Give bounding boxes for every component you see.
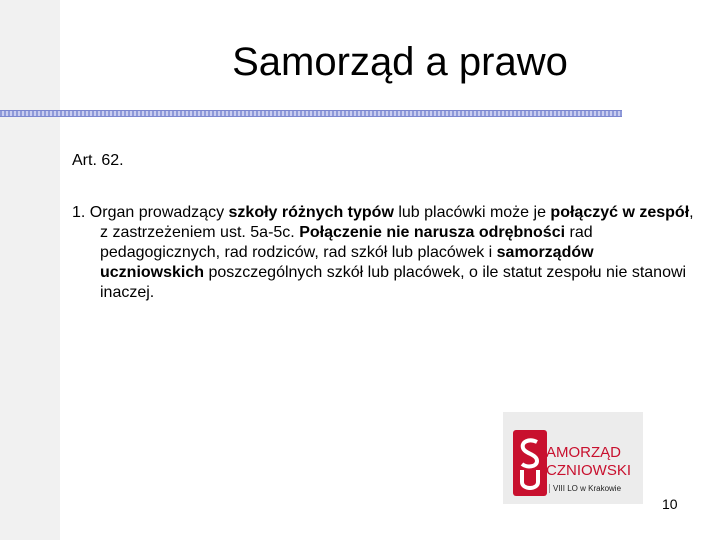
paragraph-segment-bold: połączyć w zespół bbox=[550, 204, 690, 221]
logo-text-samorzad: AMORZĄD bbox=[546, 444, 621, 461]
logo-text-school: VIII LO w Krakowie bbox=[549, 484, 621, 493]
paragraph-segment-bold: szkoły różnych typów bbox=[228, 204, 394, 221]
paragraph-segment-bold: Połączenie nie narusza odrębności bbox=[299, 224, 566, 241]
slide-title: Samorząd a prawo bbox=[232, 40, 568, 84]
samorzad-uczniowski-logo bbox=[503, 412, 643, 504]
paragraph-segment: rad pedagogicznych, rad rodziców, rad szkół lub placówek i bbox=[100, 224, 593, 261]
logo-text-uczniowski: CZNIOWSKI bbox=[546, 462, 631, 479]
article-heading: Art. 62. bbox=[72, 152, 124, 169]
page-number: 10 bbox=[662, 496, 678, 512]
article-paragraph bbox=[72, 203, 700, 303]
paragraph-segment: , z zastrzeżeniem ust. 5a-5c. bbox=[100, 204, 694, 241]
paragraph-segment: poszczególnych szkół lub placówek, o ile statut zespołu nie stanowi inaczej. bbox=[100, 264, 687, 301]
left-margin-strip bbox=[0, 0, 60, 540]
paragraph-segment-bold: samorządów uczniowskich bbox=[100, 244, 594, 281]
paragraph-segment: 1. Organ prowadzący bbox=[72, 204, 229, 221]
paragraph-segment: lub placówki może je bbox=[393, 204, 551, 221]
su-mark-icon bbox=[513, 430, 547, 496]
title-divider bbox=[0, 110, 622, 117]
